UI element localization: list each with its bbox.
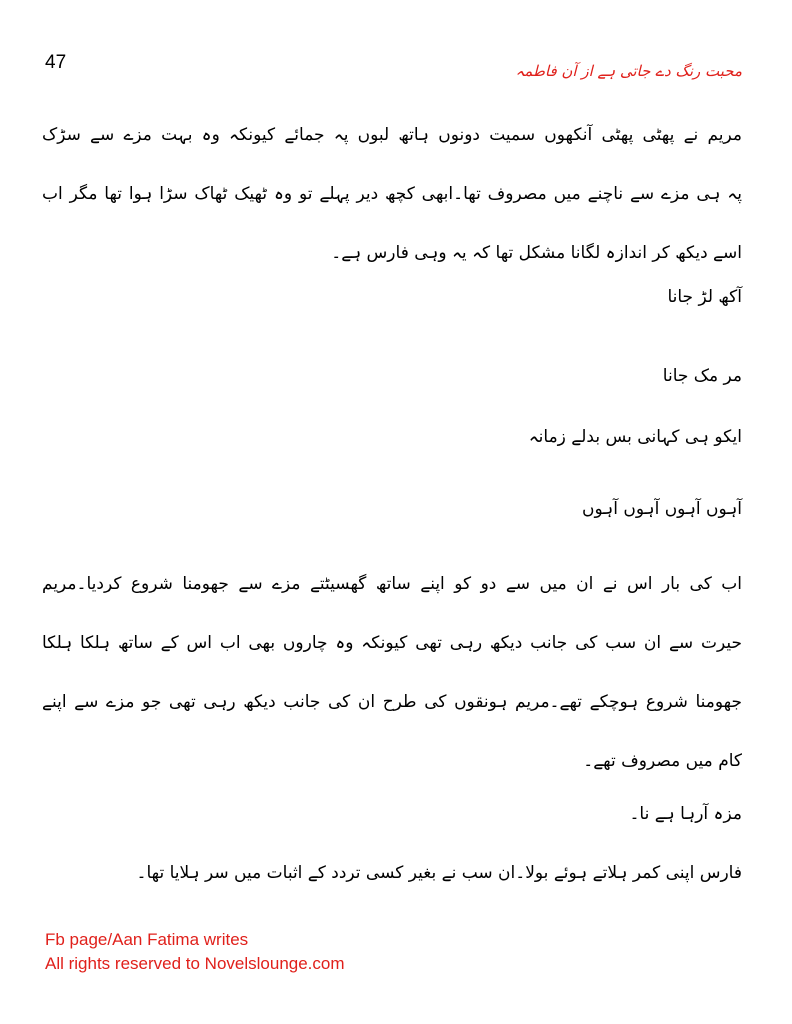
paragraph-line: پہ ہی مزے سے ناچنے میں مصروف تھا۔ابھی کچھ دیر پہلے تو وہ ٹھیک ٹھاک سڑا ہوا تھا مگر اب (42, 184, 742, 204)
page-number: 47 (45, 52, 67, 73)
paragraph-1 (42, 106, 742, 283)
dialogue-line: مزہ آرہا ہے نا۔ (629, 804, 742, 824)
paragraph-line: اب کی بار اس نے ان میں سے دو کو اپنے ساتھ گھسیٹتے مزے سے جھومنا شروع کردیا۔مریم (42, 574, 742, 594)
paragraph-line: کام میں مصروف تھے۔ (583, 751, 742, 771)
footer-fb-page: Fb page/Aan Fatima writes (45, 930, 249, 949)
verse-line: مر مک جانا (662, 366, 742, 386)
verse-line: ایکو ہی کہانی بس بدلے زمانہ (528, 427, 742, 447)
paragraph-2 (42, 555, 742, 791)
footer-rights: All rights reserved to Novelslounge.com (45, 954, 345, 973)
paragraph-line: جھومنا شروع ہوچکے تھے۔مریم ہونقوں کی طرح ان کی جانب دیکھ رہی تھی جو مزے سے اپنے (42, 692, 742, 712)
paragraph-line: حیرت سے ان سب کی جانب دیکھ رہی تھی کیونکہ وہ چاروں بھی اب اس کے ساتھ ہلکا ہلکا (42, 633, 742, 653)
page-header-title: محبت رنگ دے جاتی ہے از آن فاطمہ (515, 62, 742, 80)
narration-line: فارس اپنی کمر ہلاتے ہوئے بولا۔ان سب نے بغیر کسی تردد کے اثبات میں سر ہلایا تھا۔ (136, 863, 742, 883)
verse-line: آکھ لڑ جانا (667, 287, 742, 307)
footer-credits (45, 928, 345, 976)
paragraph-line: مریم نے پھٹی پھٹی آنکھوں سمیت دونوں ہاتھ لبوں پہ جمائے کیونکہ وہ بہت مزے سے سڑک (42, 125, 742, 145)
verse-line: آہوں آہوں آہوں آہوں (581, 499, 742, 519)
paragraph-line: اسے دیکھ کر اندازہ لگانا مشکل تھا کہ یہ وہی فارس ہے۔ (331, 243, 742, 263)
